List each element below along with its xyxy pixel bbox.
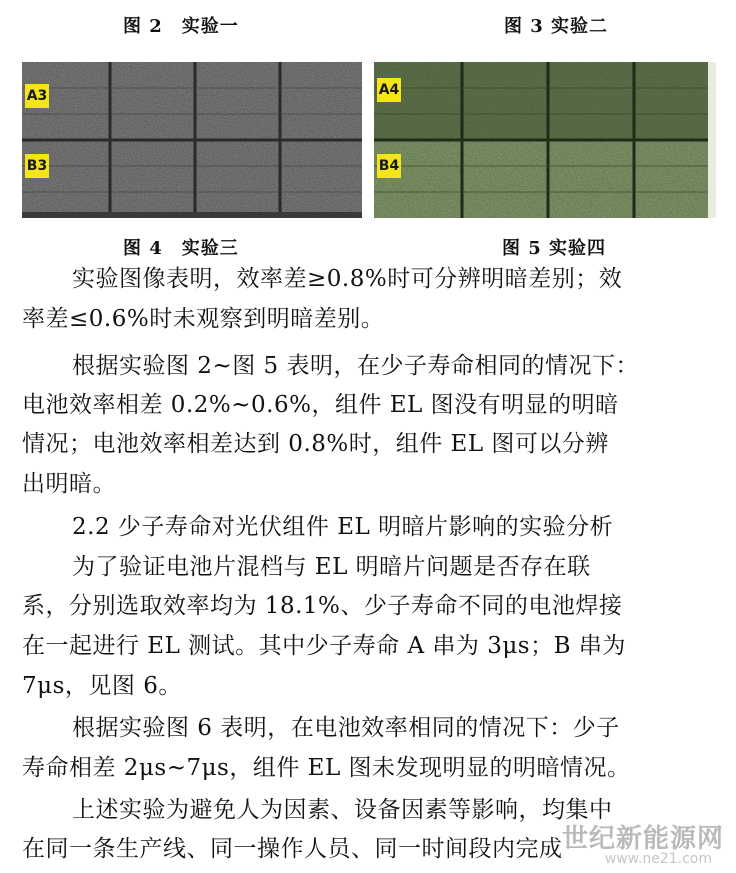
watermark-url: www.ne21.com	[604, 851, 712, 867]
body-line: 在同一条生产线、同一操作人员、同一时间段内完成	[22, 836, 563, 862]
label-b3: B3	[25, 154, 49, 178]
label-a3: A3	[25, 84, 49, 108]
figure-5-caption: 图 5 实验四	[502, 238, 607, 259]
body-line: 根据实验图 2~图 5 表明，在少子寿命相同的情况下：	[72, 353, 639, 379]
body-line: 根据实验图 6 表明，在电池效率相同的情况下：少子	[72, 715, 620, 741]
body-line: 系，分别选取效率均为 18.1%、少子寿命不同的电池焊接	[22, 593, 623, 619]
el-image-experiment-right	[374, 62, 716, 218]
el-image-experiment-left	[22, 62, 362, 218]
label-a4: A4	[377, 78, 401, 102]
body-line: 实验图像表明，效率差≥0.8%时可分辨明暗差别；效	[72, 266, 623, 292]
body-line: 7μs，见图 6。	[22, 673, 182, 699]
body-line: 上述实验为避免人为因素、设备因素等影响，均集中	[72, 797, 613, 823]
figure-4-caption: 图 4 实验三	[123, 238, 239, 259]
figure-2-caption: 图 2 实验一	[123, 16, 239, 37]
body-line: 情况；电池效率相差达到 0.8%时，组件 EL 图可以分辨	[22, 431, 609, 457]
figure-3-caption: 图 3 实验二	[504, 16, 609, 37]
body-line: 率差≤0.6%时未观察到明暗差别。	[22, 306, 385, 332]
watermark-logo: 世纪新能源网	[561, 824, 724, 854]
body-line: 寿命相差 2μs~7μs，组件 EL 图未发现明显的明暗情况。	[22, 755, 631, 781]
section-heading: 2.2 少子寿命对光伏组件 EL 明暗片影响的实验分析	[72, 514, 614, 540]
body-line: 在一起进行 EL 测试。其中少子寿命 A 串为 3μs；B 串为	[22, 633, 626, 659]
body-line: 为了验证电池片混档与 EL 明暗片问题是否存在联	[72, 554, 591, 580]
label-b4: B4	[377, 154, 401, 178]
body-line: 出明暗。	[22, 471, 116, 497]
body-line: 电池效率相差 0.2%~0.6%，组件 EL 图没有明显的明暗	[22, 392, 619, 418]
